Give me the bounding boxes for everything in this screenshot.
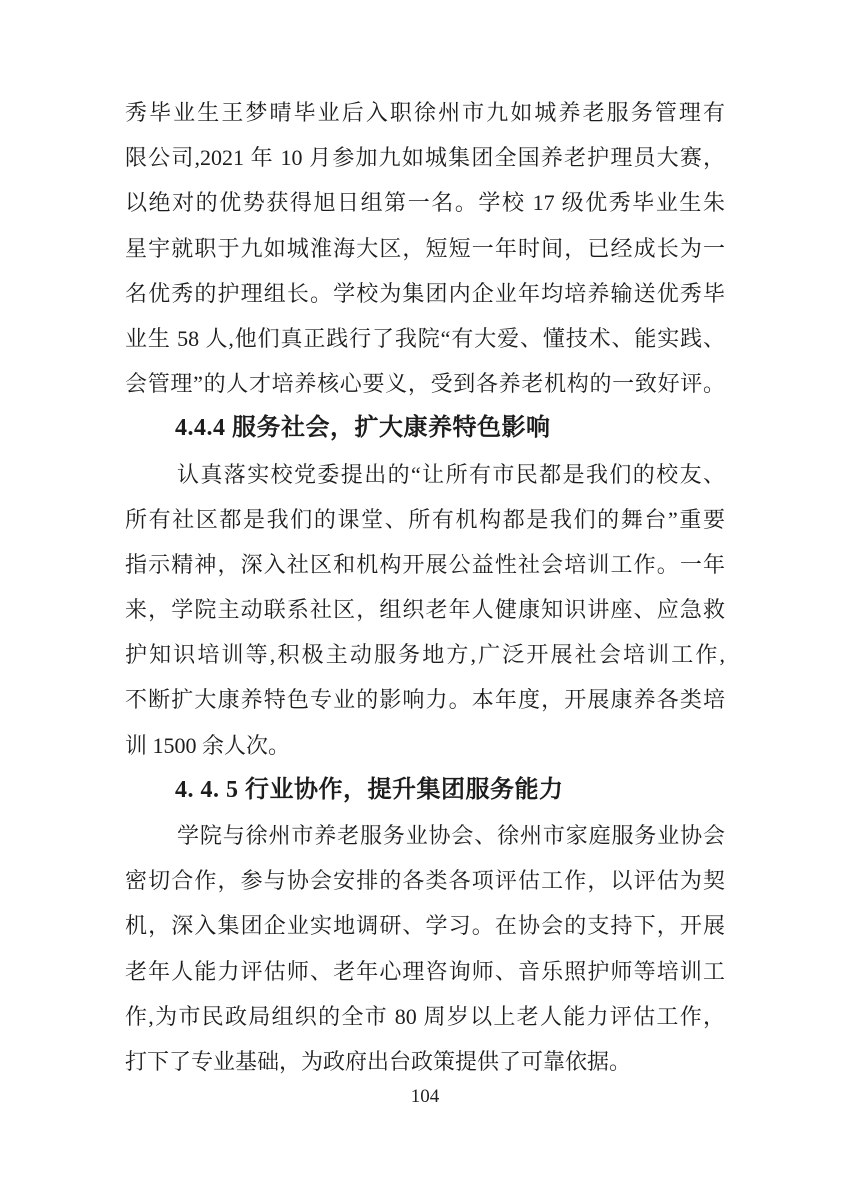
text-line: 护知识培训等,积极主动服务地方,广泛开展社会培训工作, [125,642,725,668]
text-line: 密切合作，参与协会安排的各类各项评估工作，以评估为契 [125,868,725,894]
text-line: 业生 58 人,他们真正践行了我院“有大爱、懂技术、能实践、 [125,325,725,351]
text-line: 训 1500 余人次。 [125,732,291,758]
text-line: 限公司,2021 年 10 月参加九如城集团全国养老护理员大赛， [125,145,725,171]
section-heading-4-4-4: 4.4.4 服务社会，扩大康养特色影响 [175,415,551,442]
text-line: 老年人能力评估师、老年心理咨询师、音乐照护师等培训工 [125,958,725,984]
page-body [125,90,725,1084]
text-line: 以绝对的优势获得旭日组第一名。学校 17 级优秀毕业生朱 [125,190,725,216]
section-heading-4-4-5: 4. 4. 5 行业协作，提升集团服务能力 [175,776,564,803]
text-line: 机，深入集团企业实地调研、学习。在协会的支持下，开展 [125,913,725,939]
text-line: 秀毕业生王梦晴毕业后入职徐州市九如城养老服务管理有 [125,100,725,125]
text-line: 指示精神，深入社区和机构开展公益性社会培训工作。一年 [125,551,725,577]
text-line: 会管理”的人才培养核心要义，受到各养老机构的一致好评。 [125,371,725,397]
text-line: 认真落实校党委提出的“让所有市民都是我们的校友、 [177,461,725,487]
text-line: 星宇就职于九如城淮海大区，短短一年时间，已经成长为一 [125,235,725,261]
text-line: 不断扩大康养特色专业的影响力。本年度，开展康养各类培 [125,687,725,713]
text-line: 来，学院主动联系社区，组织老年人健康知识讲座、应急救 [125,597,725,623]
text-line: 学院与徐州市养老服务业协会、徐州市家庭服务业协会 [177,823,725,848]
page-number: 104 [410,1086,440,1107]
text-line: 打下了专业基础，为政府出台政策提供了可靠依据。 [125,1048,632,1074]
text-line: 所有社区都是我们的课堂、所有机构都是我们的舞台”重要 [125,506,725,532]
text-line: 作,为市民政局组织的全市 80 周岁以上老人能力评估工作， [125,1003,725,1029]
text-line: 名优秀的护理组长。学校为集团内企业年均培养输送优秀毕 [125,280,725,306]
